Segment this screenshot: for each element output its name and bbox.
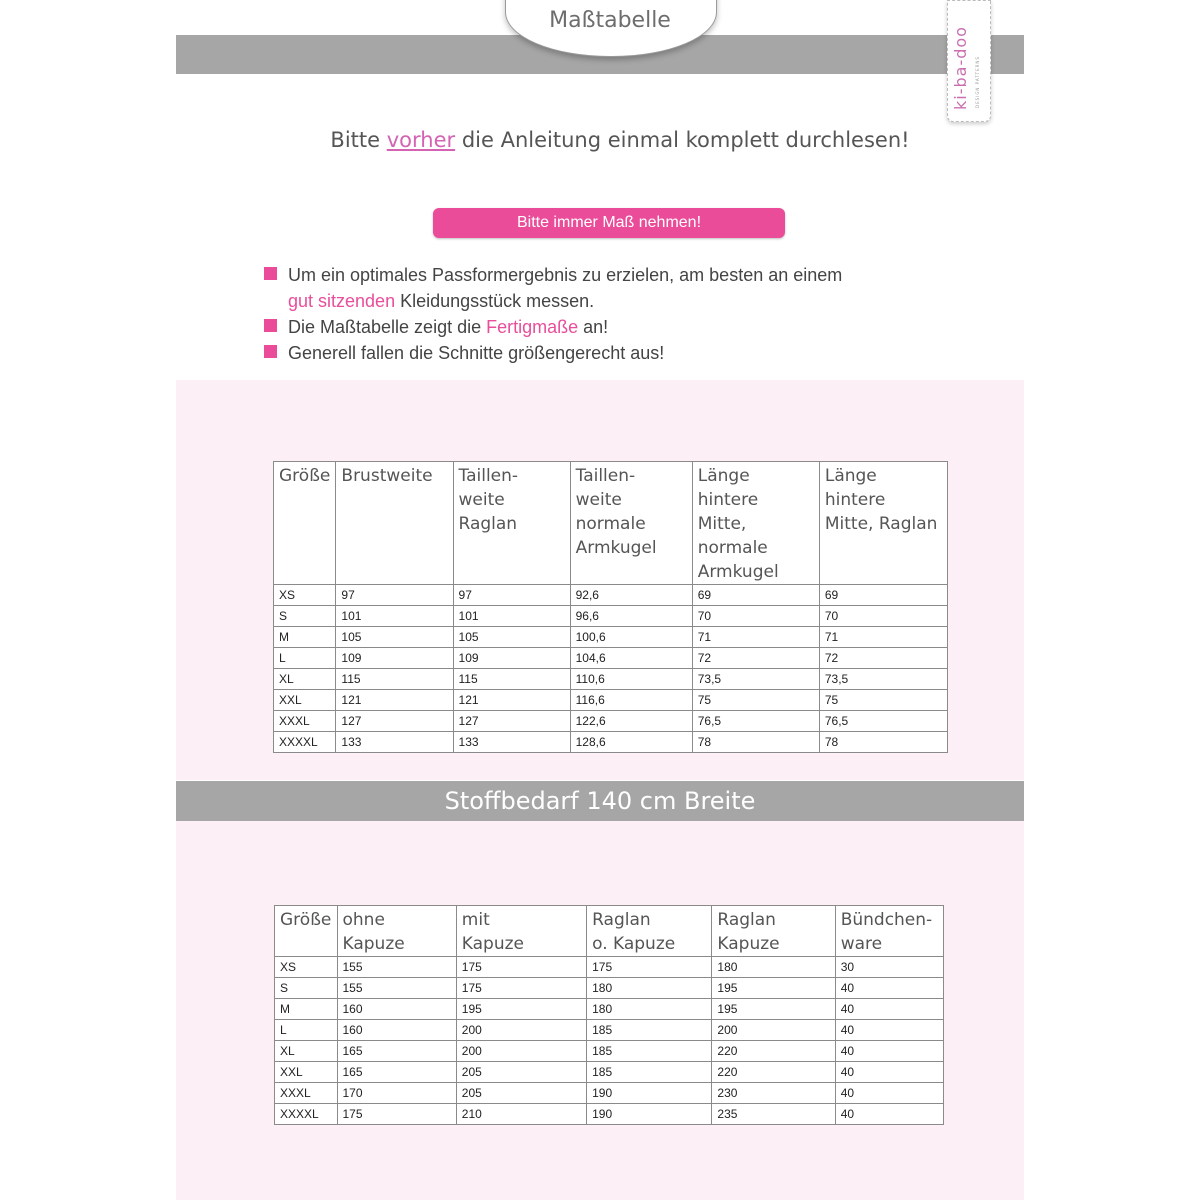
bullet-square-icon bbox=[264, 345, 277, 358]
size-label-cell: XXXL bbox=[275, 1083, 338, 1104]
bullet-text: Generell fallen die Schnitte größengerecht aus! bbox=[288, 343, 665, 363]
value-cell: 75 bbox=[692, 690, 819, 711]
value-cell: 40 bbox=[835, 1020, 943, 1041]
table-row bbox=[274, 585, 948, 606]
value-cell: 78 bbox=[692, 732, 819, 753]
value-cell: 40 bbox=[835, 1083, 943, 1104]
value-cell: 76,5 bbox=[692, 711, 819, 732]
value-cell: 97 bbox=[453, 585, 570, 606]
size-label-cell: XXXL bbox=[274, 711, 336, 732]
value-cell: 97 bbox=[336, 585, 453, 606]
value-cell: 195 bbox=[456, 999, 586, 1020]
value-cell: 190 bbox=[587, 1104, 712, 1125]
value-cell: 115 bbox=[453, 669, 570, 690]
value-cell: 30 bbox=[835, 957, 943, 978]
value-cell: 110,6 bbox=[570, 669, 692, 690]
size-table bbox=[273, 461, 948, 753]
value-cell: 75 bbox=[819, 690, 947, 711]
fabric-table-header-cell: mit Kapuze bbox=[456, 906, 586, 957]
intro-highlight: vorher bbox=[386, 128, 456, 152]
size-label-cell: S bbox=[274, 606, 336, 627]
value-cell: 109 bbox=[453, 648, 570, 669]
value-cell: 70 bbox=[819, 606, 947, 627]
value-cell: 155 bbox=[337, 978, 456, 999]
value-cell: 155 bbox=[337, 957, 456, 978]
table-row bbox=[274, 669, 948, 690]
value-cell: 40 bbox=[835, 999, 943, 1020]
brand-logo-text: ki-ba-doo bbox=[951, 26, 970, 110]
value-cell: 40 bbox=[835, 1041, 943, 1062]
bullet-text: Die Maßtabelle zeigt die bbox=[288, 317, 487, 337]
bullet-text: an! bbox=[578, 317, 609, 337]
table-row bbox=[275, 1041, 944, 1062]
value-cell: 109 bbox=[336, 648, 453, 669]
value-cell: 160 bbox=[337, 1020, 456, 1041]
page-title: Maßtabelle bbox=[549, 8, 671, 33]
value-cell: 96,6 bbox=[570, 606, 692, 627]
value-cell: 101 bbox=[336, 606, 453, 627]
value-cell: 190 bbox=[587, 1083, 712, 1104]
bullet-square-icon bbox=[264, 267, 277, 280]
table-row bbox=[274, 648, 948, 669]
size-label-cell: XL bbox=[275, 1041, 338, 1062]
value-cell: 40 bbox=[835, 1104, 943, 1125]
value-cell: 69 bbox=[692, 585, 819, 606]
size-label-cell: XXXXL bbox=[275, 1104, 338, 1125]
table-row bbox=[274, 690, 948, 711]
value-cell: 78 bbox=[819, 732, 947, 753]
intro-after: die Anleitung einmal komplett durchlesen! bbox=[455, 128, 910, 152]
size-label-cell: XS bbox=[275, 957, 338, 978]
fabric-table-header-row bbox=[275, 906, 944, 957]
value-cell: 180 bbox=[587, 999, 712, 1020]
value-cell: 121 bbox=[453, 690, 570, 711]
intro-line bbox=[176, 128, 1064, 152]
value-cell: 175 bbox=[587, 957, 712, 978]
value-cell: 116,6 bbox=[570, 690, 692, 711]
value-cell: 200 bbox=[456, 1020, 586, 1041]
bullet-item bbox=[264, 314, 904, 340]
bullet-item bbox=[264, 340, 904, 366]
brand-logo-subtext: DESIGN PATTERNS bbox=[975, 56, 980, 108]
value-cell: 235 bbox=[712, 1104, 835, 1125]
size-label-cell: M bbox=[275, 999, 338, 1020]
value-cell: 210 bbox=[456, 1104, 586, 1125]
value-cell: 71 bbox=[692, 627, 819, 648]
fabric-table-header-cell: Raglan Kapuze bbox=[712, 906, 835, 957]
intro-before: Bitte bbox=[330, 128, 387, 152]
size-label-cell: XXL bbox=[275, 1062, 338, 1083]
value-cell: 205 bbox=[456, 1083, 586, 1104]
value-cell: 121 bbox=[336, 690, 453, 711]
table-row bbox=[275, 1104, 944, 1125]
bullet-square-icon bbox=[264, 319, 277, 332]
size-label-cell: XXL bbox=[274, 690, 336, 711]
value-cell: 76,5 bbox=[819, 711, 947, 732]
table-row bbox=[275, 1083, 944, 1104]
value-cell: 165 bbox=[337, 1041, 456, 1062]
bullet-text: Um ein optimales Passformergebnis zu erzielen, am besten an einem bbox=[288, 265, 843, 285]
table-row bbox=[275, 1020, 944, 1041]
table-row bbox=[274, 627, 948, 648]
value-cell: 230 bbox=[712, 1083, 835, 1104]
value-cell: 105 bbox=[336, 627, 453, 648]
value-cell: 195 bbox=[712, 978, 835, 999]
size-table-header-row bbox=[274, 462, 948, 585]
value-cell: 115 bbox=[336, 669, 453, 690]
size-table-header-cell: Brustweite bbox=[336, 462, 453, 585]
fabric-table-header-cell: Raglan o. Kapuze bbox=[587, 906, 712, 957]
size-table-header-cell: Länge hintere Mitte, normale Armkugel bbox=[692, 462, 819, 585]
value-cell: 127 bbox=[453, 711, 570, 732]
value-cell: 185 bbox=[587, 1020, 712, 1041]
fabric-table-header-cell: Größe bbox=[275, 906, 338, 957]
value-cell: 40 bbox=[835, 978, 943, 999]
value-cell: 128,6 bbox=[570, 732, 692, 753]
value-cell: 205 bbox=[456, 1062, 586, 1083]
value-cell: 69 bbox=[819, 585, 947, 606]
value-cell: 200 bbox=[712, 1020, 835, 1041]
value-cell: 180 bbox=[587, 978, 712, 999]
table-row bbox=[274, 711, 948, 732]
value-cell: 71 bbox=[819, 627, 947, 648]
fabric-table-header-cell: Bündchen- ware bbox=[835, 906, 943, 957]
value-cell: 220 bbox=[712, 1041, 835, 1062]
size-label-cell: S bbox=[275, 978, 338, 999]
value-cell: 133 bbox=[336, 732, 453, 753]
fabric-table bbox=[274, 905, 944, 1125]
size-label-cell: XS bbox=[274, 585, 336, 606]
size-label-cell: L bbox=[275, 1020, 338, 1041]
value-cell: 101 bbox=[453, 606, 570, 627]
value-cell: 175 bbox=[456, 957, 586, 978]
value-cell: 200 bbox=[456, 1041, 586, 1062]
size-label-cell: M bbox=[274, 627, 336, 648]
value-cell: 127 bbox=[336, 711, 453, 732]
value-cell: 175 bbox=[337, 1104, 456, 1125]
value-cell: 133 bbox=[453, 732, 570, 753]
value-cell: 185 bbox=[587, 1041, 712, 1062]
value-cell: 165 bbox=[337, 1062, 456, 1083]
size-label-cell: L bbox=[274, 648, 336, 669]
value-cell: 195 bbox=[712, 999, 835, 1020]
value-cell: 160 bbox=[337, 999, 456, 1020]
size-table-header-cell: Taillen- weite Raglan bbox=[453, 462, 570, 585]
bullet-list bbox=[264, 262, 904, 366]
value-cell: 40 bbox=[835, 1062, 943, 1083]
value-cell: 180 bbox=[712, 957, 835, 978]
table-row bbox=[274, 606, 948, 627]
value-cell: 170 bbox=[337, 1083, 456, 1104]
value-cell: 122,6 bbox=[570, 711, 692, 732]
value-cell: 73,5 bbox=[692, 669, 819, 690]
table-row bbox=[275, 999, 944, 1020]
value-cell: 100,6 bbox=[570, 627, 692, 648]
table-row bbox=[275, 978, 944, 999]
bullet-item bbox=[264, 262, 904, 314]
bullet-highlight: Fertigmaße bbox=[486, 317, 579, 337]
fabric-section-title: Stoffbedarf 140 cm Breite bbox=[176, 781, 1024, 821]
value-cell: 220 bbox=[712, 1062, 835, 1083]
size-table-header-cell: Größe bbox=[274, 462, 336, 585]
bullet-text: Kleidungsstück messen. bbox=[395, 291, 595, 311]
value-cell: 92,6 bbox=[570, 585, 692, 606]
value-cell: 72 bbox=[819, 648, 947, 669]
size-table-header-cell: Länge hintere Mitte, Raglan bbox=[819, 462, 947, 585]
value-cell: 73,5 bbox=[819, 669, 947, 690]
value-cell: 104,6 bbox=[570, 648, 692, 669]
table-row bbox=[275, 957, 944, 978]
bullet-highlight: gut sitzenden bbox=[288, 291, 396, 311]
table-row bbox=[275, 1062, 944, 1083]
size-label-cell: XL bbox=[274, 669, 336, 690]
value-cell: 105 bbox=[453, 627, 570, 648]
value-cell: 70 bbox=[692, 606, 819, 627]
value-cell: 175 bbox=[456, 978, 586, 999]
measure-banner: Bitte immer Maß nehmen! bbox=[433, 208, 785, 238]
size-table-header-cell: Taillen- weite normale Armkugel bbox=[570, 462, 692, 585]
size-label-cell: XXXXL bbox=[274, 732, 336, 753]
value-cell: 72 bbox=[692, 648, 819, 669]
fabric-table-header-cell: ohne Kapuze bbox=[337, 906, 456, 957]
value-cell: 185 bbox=[587, 1062, 712, 1083]
table-row bbox=[274, 732, 948, 753]
